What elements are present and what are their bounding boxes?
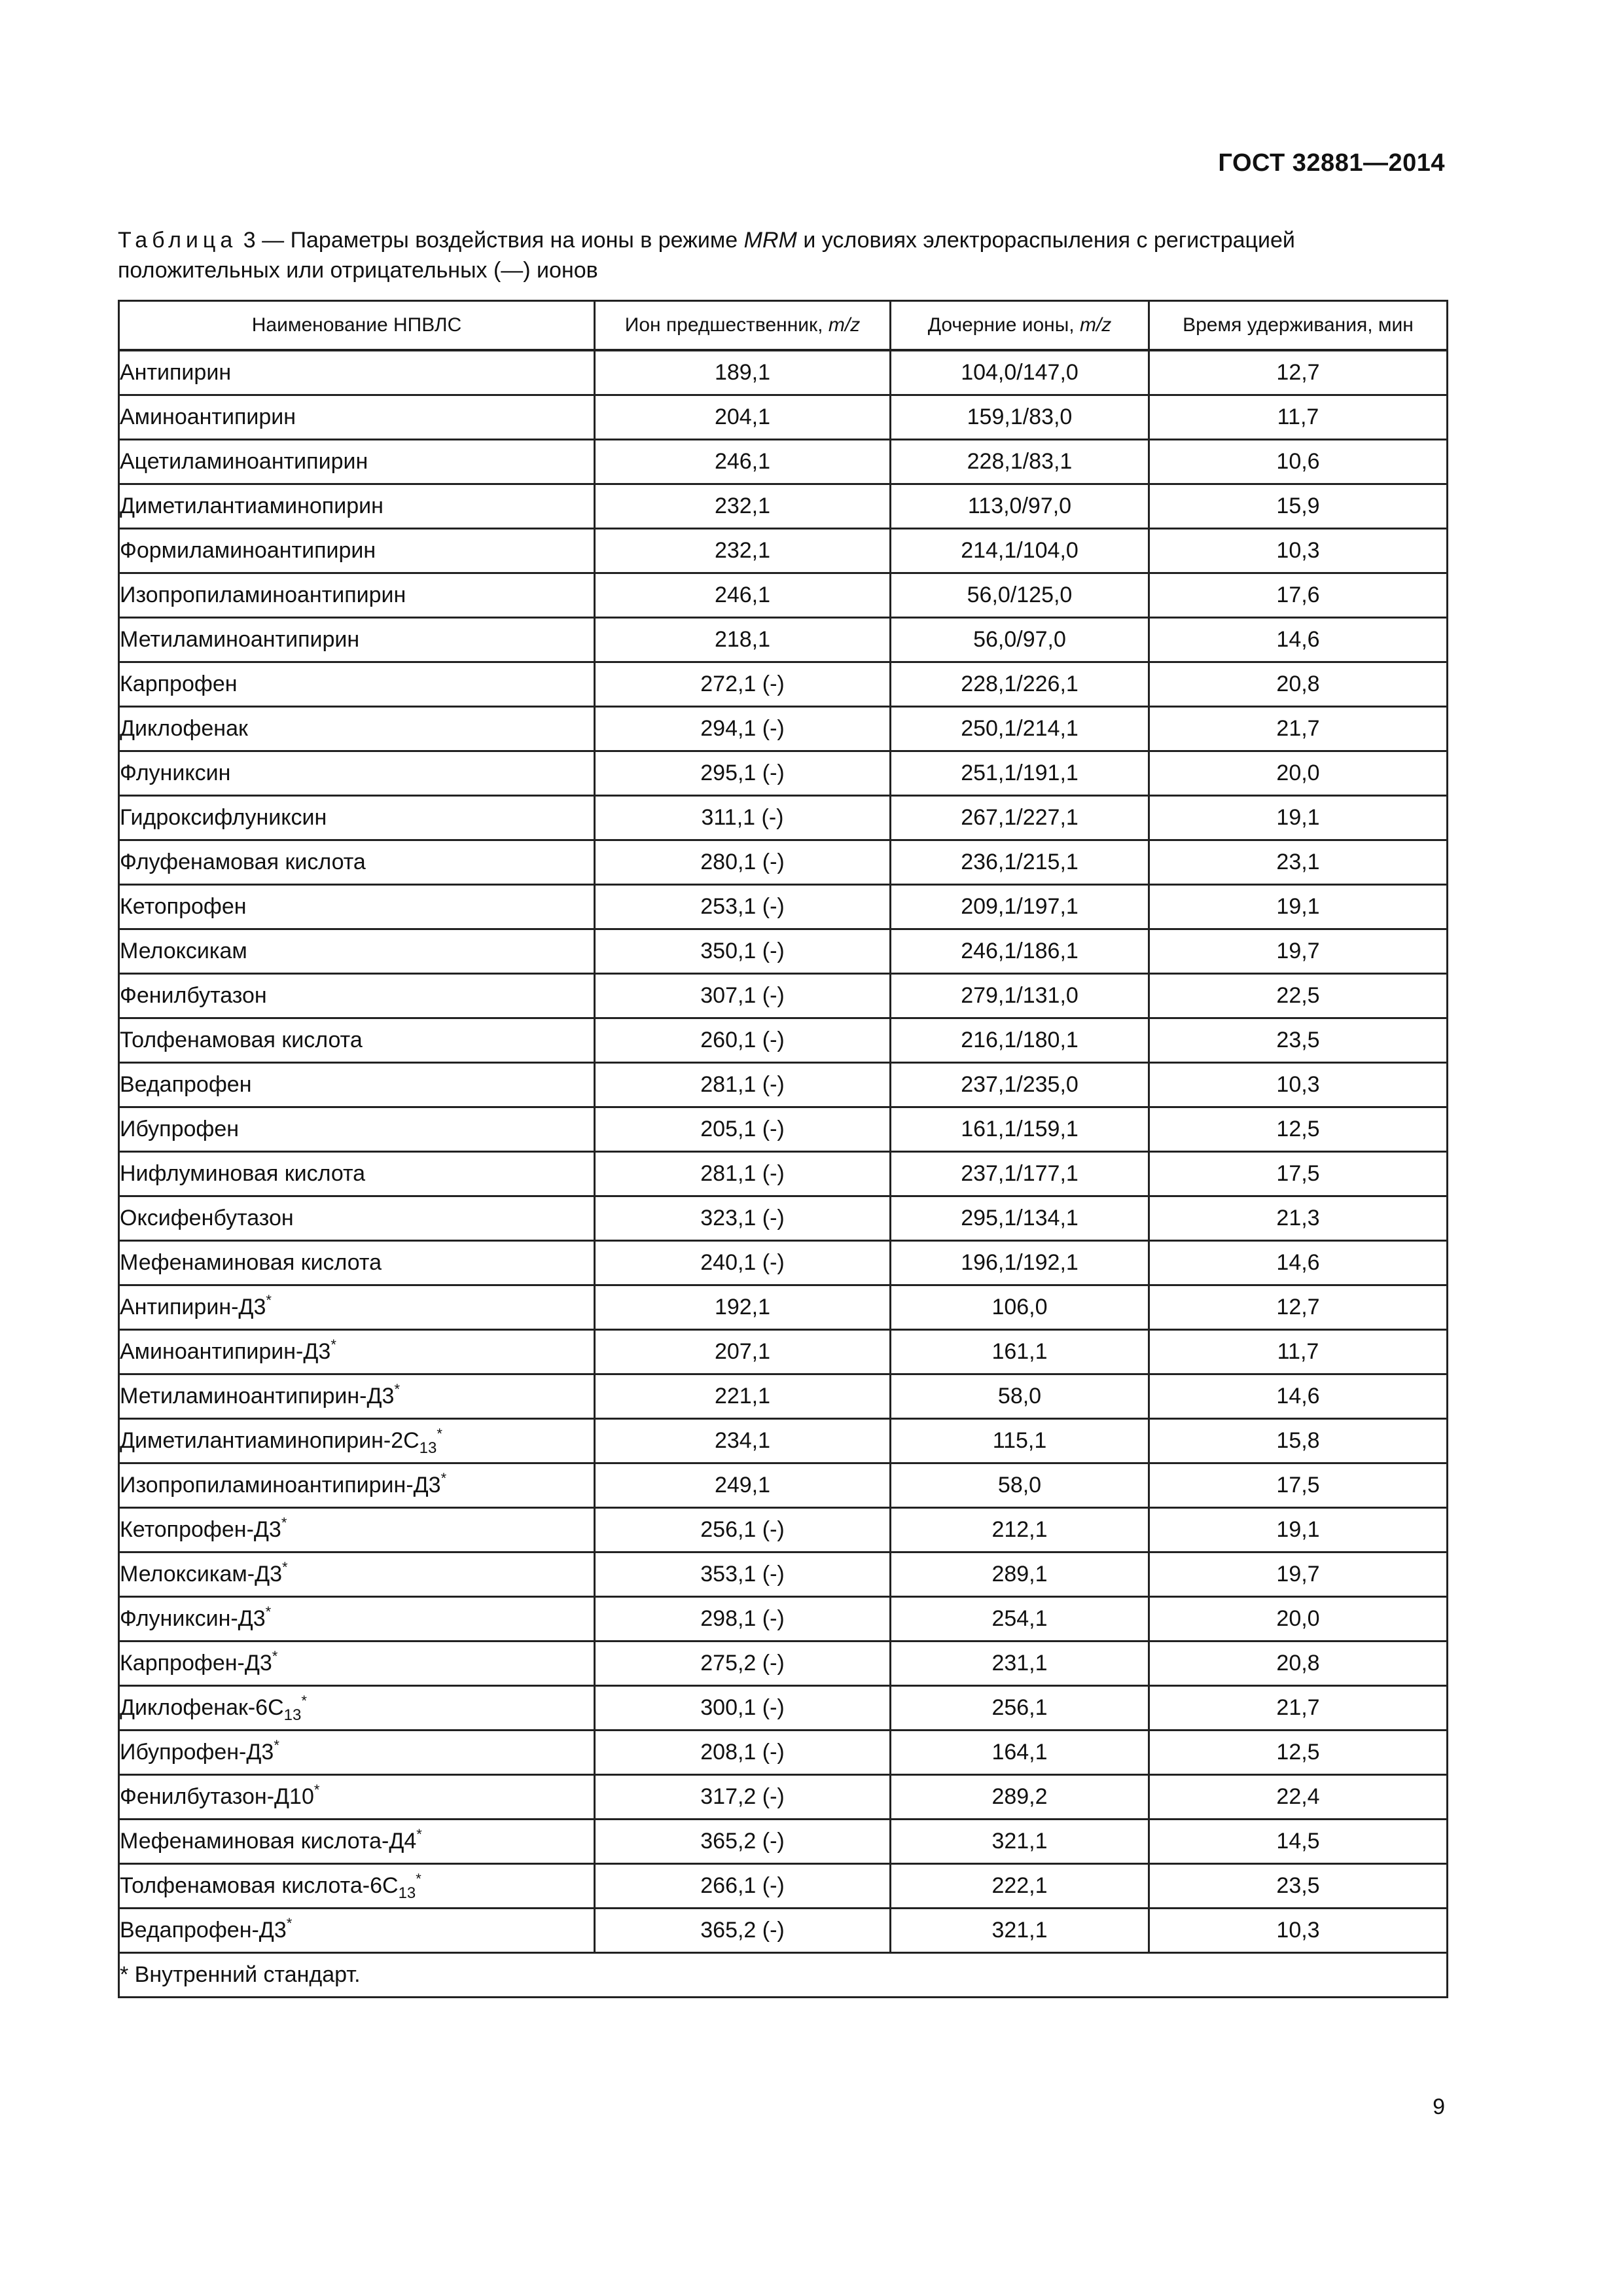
cell-daughter: 222,1: [891, 1864, 1149, 1909]
cell-name: Аминоантипирин-Д3*: [119, 1330, 595, 1374]
cell-name: Мефенаминовая кислота: [119, 1241, 595, 1285]
cell-retention: 10,3: [1149, 1909, 1448, 1953]
cell-retention: 10,3: [1149, 1063, 1448, 1107]
table-row: [119, 1018, 1448, 1063]
header-retention: Время удерживания, мин: [1149, 301, 1448, 351]
footnote-marker: *: [274, 1737, 279, 1753]
cell-retention: 15,8: [1149, 1419, 1448, 1463]
table-row: [119, 350, 1448, 395]
cell-retention: 11,7: [1149, 1330, 1448, 1374]
footnote-marker: *: [272, 1648, 278, 1664]
cell-daughter: 104,0/147,0: [891, 350, 1149, 395]
cell-name: Антипирин: [119, 350, 595, 395]
cell-precursor: 294,1 (-): [595, 707, 891, 751]
footnote-marker: *: [416, 1826, 422, 1842]
cell-daughter: 164,1: [891, 1731, 1149, 1775]
table-row: [119, 1152, 1448, 1196]
cell-precursor: 275,2 (-): [595, 1641, 891, 1686]
cell-precursor: 298,1 (-): [595, 1597, 891, 1641]
cell-daughter: 231,1: [891, 1641, 1149, 1686]
table-row: [119, 1909, 1448, 1953]
header-daughter-unit: m/z: [1079, 314, 1112, 336]
cell-precursor: 221,1: [595, 1374, 891, 1419]
cell-daughter: 279,1/131,0: [891, 974, 1149, 1018]
cell-retention: 19,1: [1149, 1508, 1448, 1552]
footnote-marker: *: [282, 1559, 288, 1575]
cell-daughter: 56,0/125,0: [891, 573, 1149, 618]
cell-precursor: 218,1: [595, 618, 891, 662]
cell-retention: 19,7: [1149, 929, 1448, 974]
cell-daughter: 289,1: [891, 1552, 1149, 1597]
isotope-subscript: 13: [398, 1884, 416, 1902]
cell-precursor: 300,1 (-): [595, 1686, 891, 1731]
cell-name: Диметилантиаминопирин: [119, 484, 595, 529]
table-row: [119, 1597, 1448, 1641]
caption-number: 3: [243, 228, 256, 253]
table-row: [119, 1686, 1448, 1731]
cell-retention: 14,5: [1149, 1820, 1448, 1864]
cell-daughter: 209,1/197,1: [891, 885, 1149, 929]
cell-precursor: 365,2 (-): [595, 1909, 891, 1953]
table-row: [119, 618, 1448, 662]
cell-daughter: 236,1/215,1: [891, 840, 1149, 885]
cell-name: Толфенамовая кислота-$6С_{13}^*$: [119, 1864, 595, 1909]
cell-daughter: 58,0: [891, 1463, 1149, 1508]
cell-retention: 12,7: [1149, 1285, 1448, 1330]
cell-name: Мелоксикам: [119, 929, 595, 974]
document-number: ГОСТ 32881—2014: [1218, 149, 1445, 177]
cell-retention: 12,5: [1149, 1731, 1448, 1775]
cell-precursor: 350,1 (-): [595, 929, 891, 974]
cell-precursor: 249,1: [595, 1463, 891, 1508]
table-row: [119, 1552, 1448, 1597]
table-header-row: [119, 301, 1448, 351]
footnote-marker: *: [281, 1515, 287, 1531]
table-row: [119, 1241, 1448, 1285]
table-row: [119, 840, 1448, 885]
parameters-table: [118, 300, 1448, 1998]
cell-name: Метиламиноантипирин: [119, 618, 595, 662]
cell-daughter: 228,1/226,1: [891, 662, 1149, 707]
footnote-row: [119, 1953, 1448, 1998]
cell-retention: 21,3: [1149, 1196, 1448, 1241]
table-row: [119, 707, 1448, 751]
table-body: [119, 350, 1448, 1953]
isotope-subscript: 13: [419, 1439, 437, 1457]
cell-precursor: 192,1: [595, 1285, 891, 1330]
cell-precursor: 365,2 (-): [595, 1820, 891, 1864]
cell-daughter: 214,1/104,0: [891, 529, 1149, 573]
cell-name: Изопропиламиноантипирин: [119, 573, 595, 618]
cell-name: Фенилбутазон-Д10*: [119, 1775, 595, 1820]
cell-retention: 19,1: [1149, 885, 1448, 929]
cell-name: Флуниксин: [119, 751, 595, 796]
cell-daughter: 159,1/83,0: [891, 395, 1149, 440]
cell-retention: 10,3: [1149, 529, 1448, 573]
table-row: [119, 1196, 1448, 1241]
table-row: [119, 573, 1448, 618]
cell-name: Мелоксикам-Д3*: [119, 1552, 595, 1597]
cell-precursor: 266,1 (-): [595, 1864, 891, 1909]
cell-name: Толфенамовая кислота: [119, 1018, 595, 1063]
cell-precursor: 260,1 (-): [595, 1018, 891, 1063]
cell-retention: 20,8: [1149, 662, 1448, 707]
table-row: [119, 1775, 1448, 1820]
footnote-marker: *: [416, 1871, 421, 1887]
footnote-marker: *: [301, 1693, 307, 1709]
cell-name: Ведапрофен-Д3*: [119, 1909, 595, 1953]
cell-retention: 20,8: [1149, 1641, 1448, 1686]
footnote-marker: *: [440, 1470, 447, 1486]
cell-name: Карпрофен-Д3*: [119, 1641, 595, 1686]
cell-daughter: 237,1/177,1: [891, 1152, 1149, 1196]
cell-precursor: 232,1: [595, 484, 891, 529]
cell-retention: 20,0: [1149, 751, 1448, 796]
cell-name: Ибупрофен-Д3*: [119, 1731, 595, 1775]
cell-retention: 19,1: [1149, 796, 1448, 840]
caption-label: Таблица: [118, 228, 238, 253]
cell-daughter: 321,1: [891, 1820, 1149, 1864]
cell-name: Мефенаминовая кислота-Д4*: [119, 1820, 595, 1864]
cell-retention: 12,5: [1149, 1107, 1448, 1152]
table-row: [119, 796, 1448, 840]
cell-daughter: 161,1/159,1: [891, 1107, 1149, 1152]
header-daughter: Дочерние ионы, m/z: [891, 301, 1149, 351]
cell-retention: 22,5: [1149, 974, 1448, 1018]
cell-name: Диклофенак: [119, 707, 595, 751]
cell-daughter: 113,0/97,0: [891, 484, 1149, 529]
cell-precursor: 207,1: [595, 1330, 891, 1374]
table-row: [119, 484, 1448, 529]
cell-precursor: 307,1 (-): [595, 974, 891, 1018]
page-number: 9: [1433, 2094, 1445, 2119]
cell-retention: 17,5: [1149, 1152, 1448, 1196]
cell-precursor: 240,1 (-): [595, 1241, 891, 1285]
table-row: [119, 751, 1448, 796]
cell-name: Ибупрофен: [119, 1107, 595, 1152]
cell-precursor: 281,1 (-): [595, 1152, 891, 1196]
footnote-marker: *: [313, 1782, 320, 1798]
cell-daughter: 237,1/235,0: [891, 1063, 1149, 1107]
cell-name: Формиламиноантипирин: [119, 529, 595, 573]
cell-daughter: 295,1/134,1: [891, 1196, 1149, 1241]
isotope-subscript: 13: [283, 1706, 302, 1724]
cell-precursor: 256,1 (-): [595, 1508, 891, 1552]
caption-text-1: — Параметры воздействия на ионы в режиме: [262, 228, 738, 253]
cell-name: Ведапрофен: [119, 1063, 595, 1107]
table-row: [119, 1285, 1448, 1330]
cell-daughter: 256,1: [891, 1686, 1149, 1731]
cell-retention: 20,0: [1149, 1597, 1448, 1641]
cell-name: Диметилантиаминопирин-$2С_{13}^*$: [119, 1419, 595, 1463]
cell-retention: 21,7: [1149, 707, 1448, 751]
cell-daughter: 254,1: [891, 1597, 1149, 1641]
cell-retention: 14,6: [1149, 618, 1448, 662]
table-row: [119, 929, 1448, 974]
footnote-marker: *: [437, 1426, 442, 1442]
cell-daughter: 161,1: [891, 1330, 1149, 1374]
cell-name: Диклофенак-$6С_{13}^*$: [119, 1686, 595, 1731]
cell-retention: 21,7: [1149, 1686, 1448, 1731]
table-row: [119, 440, 1448, 484]
footnote: * Внутренний стандарт.: [119, 1953, 1448, 1998]
footnote-marker: *: [265, 1604, 272, 1620]
cell-daughter: 267,1/227,1: [891, 796, 1149, 840]
cell-retention: 11,7: [1149, 395, 1448, 440]
cell-daughter: 212,1: [891, 1508, 1149, 1552]
header-precursor: Ион предшественник, m/z: [595, 301, 891, 351]
header-name: Наименование НПВЛС: [119, 301, 595, 351]
footnote-marker: *: [266, 1292, 272, 1308]
cell-precursor: 232,1: [595, 529, 891, 573]
cell-name: Аминоантипирин: [119, 395, 595, 440]
header-precursor-unit: m/z: [828, 314, 861, 336]
cell-precursor: 246,1: [595, 573, 891, 618]
cell-name: Ацетиламиноантипирин: [119, 440, 595, 484]
table-row: [119, 1864, 1448, 1909]
cell-name: Кетопрофен-Д3*: [119, 1508, 595, 1552]
cell-daughter: 196,1/192,1: [891, 1241, 1149, 1285]
table-row: [119, 1107, 1448, 1152]
cell-retention: 17,6: [1149, 573, 1448, 618]
cell-name: Изопропиламиноантипирин-Д3*: [119, 1463, 595, 1508]
cell-precursor: 280,1 (-): [595, 840, 891, 885]
table-caption: [118, 225, 1446, 285]
cell-precursor: 272,1 (-): [595, 662, 891, 707]
cell-daughter: 56,0/97,0: [891, 618, 1149, 662]
cell-daughter: 216,1/180,1: [891, 1018, 1149, 1063]
table-row: [119, 1820, 1448, 1864]
cell-daughter: 250,1/214,1: [891, 707, 1149, 751]
cell-precursor: 204,1: [595, 395, 891, 440]
cell-daughter: 115,1: [891, 1419, 1149, 1463]
cell-precursor: 189,1: [595, 350, 891, 395]
cell-retention: 19,7: [1149, 1552, 1448, 1597]
table-row: [119, 1063, 1448, 1107]
table-row: [119, 1641, 1448, 1686]
table-row: [119, 1419, 1448, 1463]
cell-retention: 14,6: [1149, 1374, 1448, 1419]
table-row: [119, 529, 1448, 573]
cell-name: Кетопрофен: [119, 885, 595, 929]
caption-mode: MRM: [743, 228, 797, 253]
cell-name: Гидроксифлуниксин: [119, 796, 595, 840]
footnote-marker: *: [394, 1381, 401, 1397]
cell-name: Карпрофен: [119, 662, 595, 707]
table-row: [119, 1463, 1448, 1508]
cell-name: Флуниксин-Д3*: [119, 1597, 595, 1641]
cell-precursor: 246,1: [595, 440, 891, 484]
cell-name: Фенилбутазон: [119, 974, 595, 1018]
table-row: [119, 1508, 1448, 1552]
cell-precursor: 281,1 (-): [595, 1063, 891, 1107]
cell-daughter: 58,0: [891, 1374, 1149, 1419]
cell-daughter: 251,1/191,1: [891, 751, 1149, 796]
footnote-marker: *: [286, 1915, 293, 1931]
cell-name: Оксифенбутазон: [119, 1196, 595, 1241]
cell-retention: 17,5: [1149, 1463, 1448, 1508]
cell-precursor: 353,1 (-): [595, 1552, 891, 1597]
table-row: [119, 1330, 1448, 1374]
footnote-marker: *: [330, 1336, 336, 1353]
cell-precursor: 317,2 (-): [595, 1775, 891, 1820]
cell-daughter: 321,1: [891, 1909, 1149, 1953]
caption-text-2: и условиях электрораспыления с регистрацией положительных или отрицательных (—) ионов: [118, 228, 1295, 283]
cell-daughter: 228,1/83,1: [891, 440, 1149, 484]
cell-name: Флуфенамовая кислота: [119, 840, 595, 885]
cell-name: Метиламиноантипирин-Д3*: [119, 1374, 595, 1419]
cell-retention: 10,6: [1149, 440, 1448, 484]
cell-retention: 15,9: [1149, 484, 1448, 529]
cell-precursor: 208,1 (-): [595, 1731, 891, 1775]
cell-name: Антипирин-Д3*: [119, 1285, 595, 1330]
cell-retention: 23,5: [1149, 1018, 1448, 1063]
cell-precursor: 234,1: [595, 1419, 891, 1463]
cell-retention: 14,6: [1149, 1241, 1448, 1285]
table-row: [119, 662, 1448, 707]
cell-daughter: 289,2: [891, 1775, 1149, 1820]
cell-precursor: 323,1 (-): [595, 1196, 891, 1241]
table-row: [119, 395, 1448, 440]
table-row: [119, 974, 1448, 1018]
cell-precursor: 253,1 (-): [595, 885, 891, 929]
cell-name: Нифлуминовая кислота: [119, 1152, 595, 1196]
cell-retention: 12,7: [1149, 350, 1448, 395]
cell-daughter: 246,1/186,1: [891, 929, 1149, 974]
cell-retention: 23,1: [1149, 840, 1448, 885]
cell-precursor: 205,1 (-): [595, 1107, 891, 1152]
cell-retention: 22,4: [1149, 1775, 1448, 1820]
cell-precursor: 295,1 (-): [595, 751, 891, 796]
table-row: [119, 1374, 1448, 1419]
cell-daughter: 106,0: [891, 1285, 1149, 1330]
cell-retention: 23,5: [1149, 1864, 1448, 1909]
table-row: [119, 1731, 1448, 1775]
table-row: [119, 885, 1448, 929]
cell-precursor: 311,1 (-): [595, 796, 891, 840]
